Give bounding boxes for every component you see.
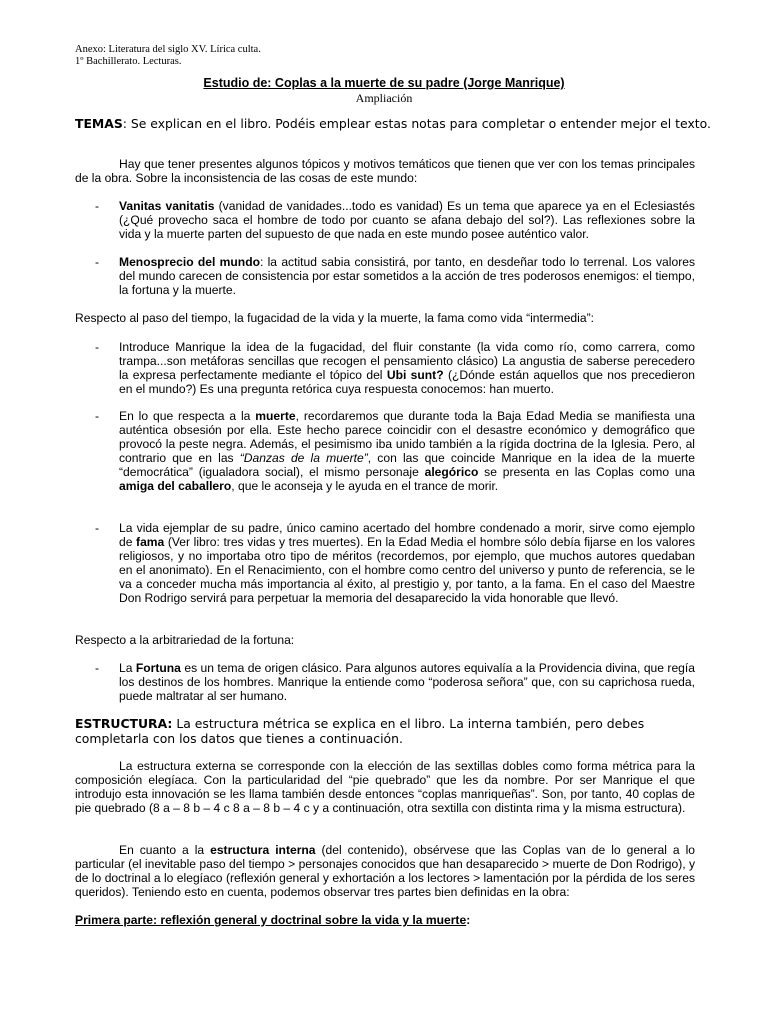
estructura-section-heading (75, 716, 697, 746)
list-item (95, 409, 695, 493)
list-item (95, 340, 695, 396)
intro-paragraph: Hay que tener presentes algunos tópicos y motivos temáticos que tienen que ver con los temas principales de la obra. Sobre la inconsistencia de las cosas de este mundo: (75, 157, 695, 185)
primera-parte-heading: Primera parte: reflexión general y doctrinal sobre la vida y la muerte: (75, 913, 471, 927)
estructura-label: ESTRUCTURA: (75, 716, 173, 731)
bullet-dash: - (95, 255, 100, 269)
list-item (95, 521, 695, 605)
list-item-text: En lo que respecta a la muerte, recordaremos que durante toda la Baja Edad Media se manifiesta una auténtica obsesión por ella. Este hecho parece coincidir con el desastre económico y demográfico que provocó la peste negra. Además, el pesimismo iba unido también a la rígida doctrina de la Iglesia. Pero, al contrario que en las “Danzas de la muerte”, con las que coincide Manrique en la idea de la muerte “democrática” (igualadora social), el mismo personaje alegórico se presenta en las Coplas como una amiga del caballero, que le aconseja y le ayuda en el trance de morir. (119, 409, 696, 493)
header-line-2: 1º Bachillerato. Lecturas. (75, 56, 182, 67)
temas-label: TEMAS (75, 116, 123, 131)
list-item (95, 255, 695, 297)
list-item-text: La vida ejemplar de su padre, único camino acertado del hombre condenado a morir, sirve como ejemplo de fama (Ver libro: tres vidas y tres muertes). En la Edad Media el hombre sólo debía fijarse en los valores religiosos, y no importaba otro tipo de méritos (recordemos, por ejemplo, que muchos autores quedaban en el anonimato). En el Renacimiento, con el hombre como centro del universo y punto de referencia, se le va a conceder mucha más importancia al éxito, al prestigio y, por tanto, a la fama. En el caso del Maestre Don Rodrigo servirá para perpetuar la memoria del desaparecido la vida honorable que llevó. (119, 521, 695, 605)
bullet-dash: - (95, 661, 100, 675)
bullet-dash: - (95, 521, 100, 535)
temas-section-heading (75, 116, 721, 131)
list-item-text: Menosprecio del mundo: la actitud sabia consistirá, por tanto, en desdeñar todo lo terrenal. Los valores del mundo carecen de consistencia por estar sometidos a la acción de tres poderosos enemigos: el tiempo, la fortuna y la muerte. (119, 255, 695, 297)
header-line-1: Anexo: Literatura del siglo XV. Lírica culta. (75, 44, 261, 55)
list-item (95, 661, 695, 703)
list-item-text: La Fortuna es un tema de origen clásico. Para algunos autores equivalía a la Providencia divina, que regía los destinos de los hombres. Manrique la entiende como “poderosa señora” que, con su caprichosa rueda, puede maltratar al ser humano. (119, 661, 695, 703)
bullet-dash: - (95, 199, 100, 213)
bullet-dash: - (95, 409, 100, 423)
page-subtitle: Ampliación (355, 91, 413, 105)
respecto-fortuna-paragraph: Respecto a la arbitrariedad de la fortuna: (75, 633, 295, 647)
list-item-text: Vanitas vanitatis (vanidad de vanidades...todo es vanidad) Es un tema que aparece ya en el Eclesiastés (¿Qué provecho saca el hombre de todo por cuanto se afana debajo del sol?). Las reflexiones sobre la vida y la muerte parten del supuesto de que nada en este mundo posee auténtico valor. (119, 199, 695, 241)
list-item-text: Introduce Manrique la idea de la fugacidad, del fluir constante (la vida como río, como carrera, como trampa...son metáforas sencillas que recogen el pensamiento clásico) La angustia de saberse perecedero la expresa perfectamente mediante el tópico del Ubi sunt? (¿Dónde están aquellos que nos precedieron en el mundo?) Es una pregunta retórica cuya respuesta conocemos: han muerto. (119, 340, 695, 396)
temas-text: : Se explican en el libro. Podéis emplear estas notas para completar o entender mejor el texto. (122, 116, 711, 131)
estructura-interna-paragraph: En cuanto a la estructura interna (del contenido), obsérvese que las Coplas van de lo general a lo particular (el inevitable paso del tiempo > personajes conocidos que han desaparecido > muerte de Don Rodrigo), y de lo doctrinal a lo elegíaco (reflexión general y exhortación a los lectores > lamentación por la pérdida de los seres queridos). Teniendo esto en cuenta, podemos observar tres partes bien definidas en la obra: (75, 843, 695, 899)
bullet-dash: - (95, 340, 100, 354)
estructura-externa-paragraph: La estructura externa se corresponde con la elección de las sextillas dobles como forma métrica para la composición elegíaca. Con la particularidad del “pie quebrado” que les da nombre. Por ser Manrique el que introdujo esta innovación se les llama también desde entonces “coplas manriqueñas”. Son, por tanto, 40 coplas de pie quebrado (8 a – 8 b – 4 c 8 a – 8 b – 4 c y a continuación, otra sextilla con distinta rima y la misma estructura). (75, 759, 695, 815)
estructura-text: La estructura métrica se explica en el libro. La interna también, pero debes completarla con los datos que tienes a continuación. (75, 716, 645, 746)
list-item (95, 199, 695, 241)
respecto-tiempo-paragraph: Respecto al paso del tiempo, la fugacidad de la vida y la muerte, la fama como vida “intermedia”: (75, 311, 594, 325)
page-title: Estudio de: Coplas a la muerte de su padre (Jorge Manrique) (203, 76, 565, 90)
